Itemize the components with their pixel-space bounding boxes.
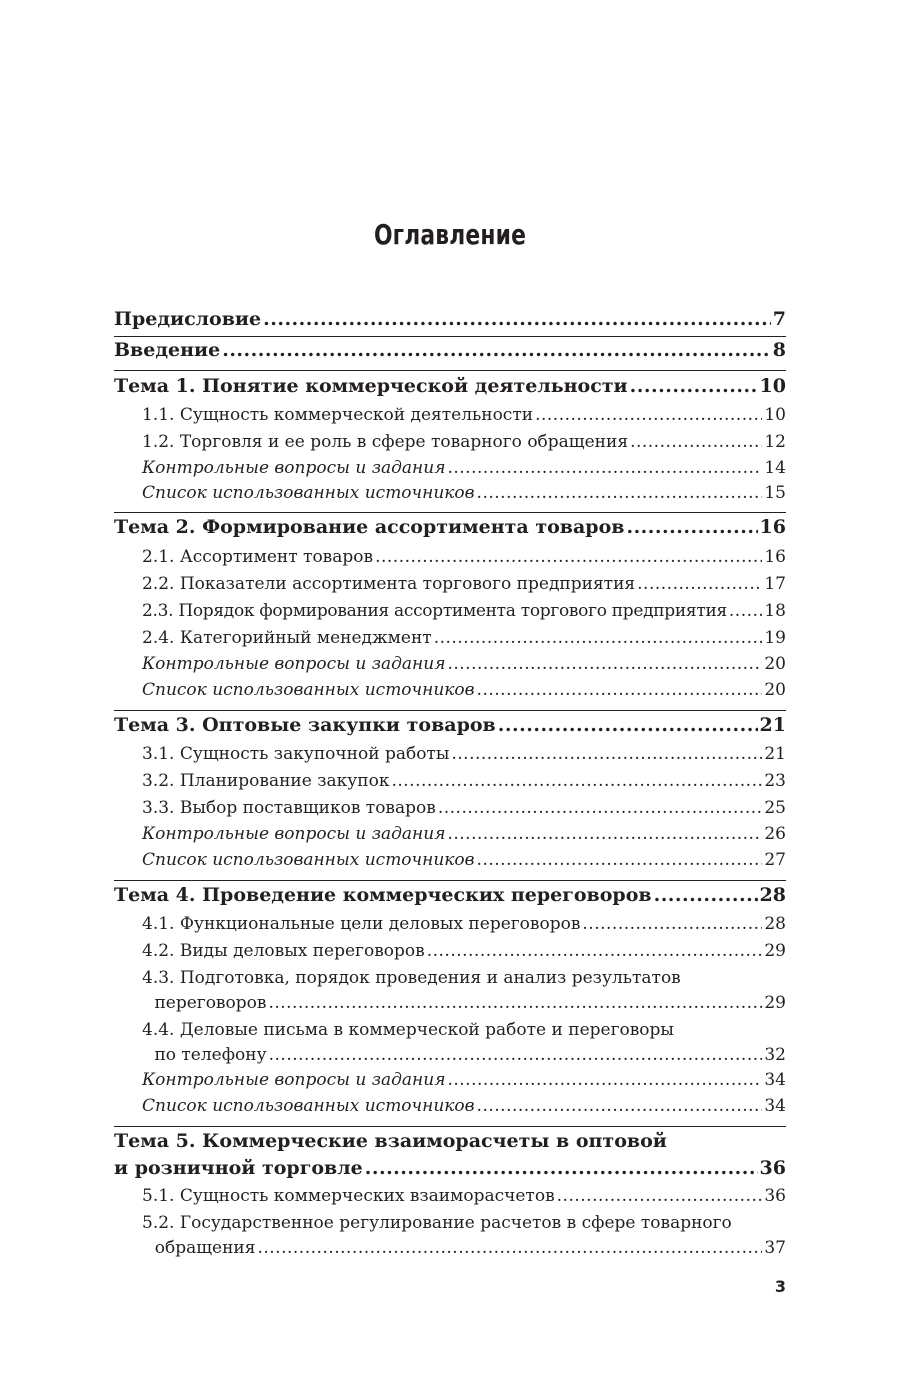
toc-entry-page: 10	[759, 375, 786, 397]
toc-entry-label: Список использованных источников	[142, 483, 475, 503]
toc-entry-label: переговоров	[154, 993, 267, 1013]
toc-entry-label: 2.2. Показатели ассортимента торгового предприятия	[142, 574, 636, 594]
toc-entry-3-3[interactable]	[142, 798, 786, 818]
toc-entry-page: 15	[764, 483, 786, 503]
toc-entry-1-1[interactable]	[142, 405, 786, 425]
toc-entry-4-1[interactable]	[142, 914, 786, 934]
toc-entry-page: 18	[764, 601, 786, 621]
toc-entry-page: 37	[764, 1238, 786, 1258]
dot-leader	[557, 1186, 763, 1206]
toc-entry-label: Контрольные вопросы и задания	[142, 458, 446, 478]
toc-entry-label: 5.1. Сущность коммерческих взаиморасчетов	[142, 1186, 555, 1206]
toc-entry-page: 21	[759, 714, 786, 736]
dot-leader	[434, 628, 763, 648]
dot-leader	[391, 771, 762, 791]
toc-entry-topic-5-line1: Тема 5. Коммерческие взаиморасчеты в оптовой	[114, 1130, 667, 1152]
toc-entry-2-1[interactable]	[142, 547, 786, 567]
toc-entry-label: Введение	[114, 339, 221, 361]
dot-leader	[626, 516, 757, 538]
toc-entry-label: Контрольные вопросы и задания	[142, 654, 446, 674]
toc-entry-topic-2[interactable]	[114, 516, 786, 538]
toc-entry-label: 1.1. Сущность коммерческой деятельности	[142, 405, 534, 425]
toc-entry-4-sources[interactable]	[142, 1096, 786, 1116]
toc-entry-page: 34	[764, 1070, 786, 1090]
toc-entry-page: 29	[764, 941, 786, 961]
toc-entry-label: Тема 3. Оптовые закупки товаров	[114, 714, 496, 736]
toc-entry-4-4-line1: 4.4. Деловые письма в коммерческой работе и переговоры	[142, 1020, 674, 1040]
toc-entry-page: 12	[764, 432, 786, 452]
toc-entry-label: 2.4. Категорийный менеджмент	[142, 628, 432, 648]
toc-entry-page: 19	[764, 628, 786, 648]
toc-entry-2-sources[interactable]	[142, 680, 786, 700]
dot-leader	[477, 850, 763, 870]
section-divider	[114, 710, 786, 711]
toc-entry-page: 17	[764, 574, 786, 594]
toc-entry-page: 27	[764, 850, 786, 870]
toc-entry-preface[interactable]	[114, 308, 786, 330]
toc-entry-3-questions[interactable]	[142, 824, 786, 844]
section-divider	[114, 512, 786, 513]
dot-leader	[729, 601, 762, 621]
toc-entry-label: 2.3. Порядок формирования ассортимента торгового предприятия	[142, 601, 727, 621]
toc-entry-5-2[interactable]	[142, 1238, 786, 1258]
toc-entry-page: 21	[764, 744, 786, 764]
toc-entry-page: 8	[772, 339, 786, 361]
toc-entry-page: 36	[759, 1157, 786, 1179]
dot-leader	[447, 824, 762, 844]
dot-leader	[365, 1157, 758, 1179]
dot-leader	[630, 432, 762, 452]
toc-entry-1-2[interactable]	[142, 432, 786, 452]
toc-entry-page: 26	[764, 824, 786, 844]
dot-leader	[438, 798, 763, 818]
section-divider	[114, 370, 786, 371]
toc-entry-1-sources[interactable]	[142, 483, 786, 503]
dot-leader	[637, 574, 762, 594]
toc-entry-1-questions[interactable]	[142, 458, 786, 478]
toc-entry-intro[interactable]	[114, 339, 786, 361]
toc-entry-2-4[interactable]	[142, 628, 786, 648]
section-divider	[114, 336, 786, 337]
dot-leader	[269, 1045, 763, 1065]
dot-leader	[268, 993, 762, 1013]
toc-entry-label: 4.2. Виды деловых переговоров	[142, 941, 425, 961]
toc-entry-label: и розничной торговле	[114, 1157, 363, 1179]
section-divider	[114, 880, 786, 881]
toc-entry-label: Тема 1. Понятие коммерческой деятельности	[114, 375, 628, 397]
toc-entry-topic-3[interactable]	[114, 714, 786, 736]
toc-entry-4-3-line1: 4.3. Подготовка, порядок проведения и анализ результатов	[142, 968, 681, 988]
toc-entry-label: 3.2. Планирование закупок	[142, 771, 390, 791]
dot-leader	[582, 914, 762, 934]
toc-entry-label: Тема 4. Проведение коммерческих переговоров	[114, 884, 652, 906]
dot-leader	[498, 714, 758, 736]
toc-entry-3-1[interactable]	[142, 744, 786, 764]
toc-entry-4-2[interactable]	[142, 941, 786, 961]
toc-entry-page: 28	[759, 884, 786, 906]
section-divider	[114, 1126, 786, 1127]
toc-entry-label: Контрольные вопросы и задания	[142, 1070, 446, 1090]
toc-entry-page: 32	[764, 1045, 786, 1065]
page-title: Оглавление	[373, 218, 527, 251]
dot-leader	[447, 1070, 762, 1090]
toc-entry-label: 3.1. Сущность закупочной работы	[142, 744, 450, 764]
toc-entry-label: Тема 2. Формирование ассортимента товаров	[114, 516, 625, 538]
dot-leader	[222, 339, 771, 361]
toc-entry-2-3[interactable]	[142, 601, 786, 621]
toc-entry-label: 4.1. Функциональные цели деловых переговоров	[142, 914, 581, 934]
dot-leader	[375, 547, 762, 567]
toc-entry-label: 3.3. Выбор поставщиков товаров	[142, 798, 436, 818]
dot-leader	[535, 405, 762, 425]
toc-entry-label: Предисловие	[114, 308, 262, 330]
toc-entry-3-sources[interactable]	[142, 850, 786, 870]
toc-entry-page: 20	[764, 654, 786, 674]
dot-leader	[477, 483, 763, 503]
dot-leader	[257, 1238, 762, 1258]
toc-entry-2-questions[interactable]	[142, 654, 786, 674]
toc-entry-page: 34	[764, 1096, 786, 1116]
dot-leader	[451, 744, 762, 764]
toc-entry-label: обращения	[154, 1238, 256, 1258]
toc-entry-5-2-line1: 5.2. Государственное регулирование расчетов в сфере товарного	[142, 1213, 732, 1233]
toc-entry-page: 7	[772, 308, 786, 330]
dot-leader	[630, 375, 758, 397]
toc-entry-4-3[interactable]	[142, 993, 786, 1013]
toc-entry-2-2[interactable]	[142, 574, 786, 594]
toc-entry-page: 16	[759, 516, 786, 538]
toc-entry-label: по телефону	[154, 1045, 267, 1065]
toc-entry-page: 28	[764, 914, 786, 934]
toc-entry-label: Контрольные вопросы и задания	[142, 824, 446, 844]
toc-entry-label: Список использованных источников	[142, 1096, 475, 1116]
toc-entry-page: 14	[764, 458, 786, 478]
dot-leader	[447, 654, 762, 674]
toc-entry-page: 25	[764, 798, 786, 818]
dot-leader	[477, 1096, 763, 1116]
toc-entry-page: 29	[764, 993, 786, 1013]
dot-leader	[427, 941, 763, 961]
toc-entry-topic-1[interactable]	[114, 375, 786, 397]
toc-entry-topic-4[interactable]	[114, 884, 786, 906]
toc-entry-3-2[interactable]	[142, 771, 786, 791]
page-number: 3	[774, 1277, 786, 1296]
toc-entry-5-1[interactable]	[142, 1186, 786, 1206]
dot-leader	[447, 458, 762, 478]
toc-entry-4-4[interactable]	[142, 1045, 786, 1065]
toc-entry-page: 20	[764, 680, 786, 700]
toc-entry-4-questions[interactable]	[142, 1070, 786, 1090]
toc-entry-label: 1.2. Торговля и ее роль в сфере товарного обращения	[142, 432, 629, 452]
dot-leader	[263, 308, 771, 330]
toc-entry-page: 36	[764, 1186, 786, 1206]
toc-entry-label: Список использованных источников	[142, 850, 475, 870]
toc-entry-label: Список использованных источников	[142, 680, 475, 700]
dot-leader	[477, 680, 763, 700]
toc-entry-label: 2.1. Ассортимент товаров	[142, 547, 374, 567]
toc-entry-page: 10	[764, 405, 786, 425]
toc-entry-topic-5[interactable]	[114, 1157, 786, 1179]
toc-entry-page: 23	[764, 771, 786, 791]
dot-leader	[654, 884, 758, 906]
toc-entry-page: 16	[764, 547, 786, 567]
